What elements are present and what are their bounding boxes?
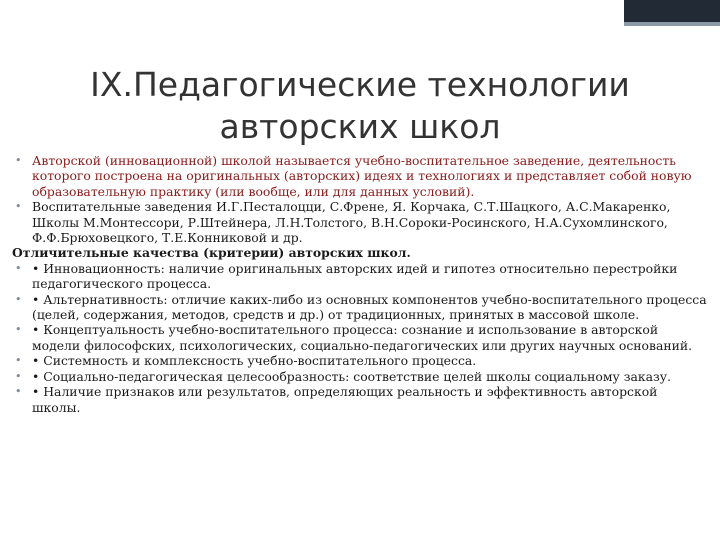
bullet-icon: • [15,200,22,214]
list-item [12,384,708,415]
slide-title [60,64,660,148]
item-text: • Альтернативность: отличие каких-либо из основных компонентов учебно-воспитательного процесса (целей, содержания, методов, средств и др.) от традиционных, принятых в массовой школе. [32,291,707,323]
list-item [12,153,708,199]
title-line-1: IX.Педагогические технологии [90,65,630,104]
item-text: Воспитательные заведения И.Г.Песталоцци, С.Френе, Я. Корчака, С.Т.Шацкого, А.С.Макаренко, Школы М.Монтессори, Р.Штейнера, Л.Н.Толстого, В.Н.Сороки-Росинского, Н.А.Сухомлинского, Ф.Ф.Брюховецкого, Т.Е.Конниковой и др. [32,199,671,246]
item-text: Авторской (инновационной) школой называется учебно-воспитательное заведение, деятельность которого построена на оригинальных (авторских) идеях и технологиях и представляет собой новую образовательную практику (или вообще, или для данных условий). [32,153,692,199]
list-item [12,199,708,245]
list-item [12,322,708,353]
list-item [12,292,708,323]
corner-accent-light [624,22,720,26]
heading-text: Отличительные качества (критерии) авторских школ. [12,245,411,261]
bullet-icon: • [15,261,22,275]
top-bar [0,0,720,24]
list-item [12,261,708,292]
bullet-icon: • [15,354,22,368]
bullet-icon: • [15,369,22,383]
list-item [12,369,708,384]
criteria-heading [12,245,708,260]
bullet-icon: • [15,385,22,399]
item-text: • Инновационность: наличие оригинальных авторских идей и гипотез относительно перестройки педагогического процесса. [32,260,678,292]
title-line-2: авторских школ [219,107,501,146]
bullet-icon: • [15,323,22,337]
item-text: • Наличие признаков или результатов, определяющих реальность и эффективность авторской школы. [32,384,658,415]
bullet-icon: • [15,154,22,167]
item-text: • Концептуальность учебно-воспитательного процесса: сознание и использование в авторской модели философских, психологических, социально-педагогических или других научных оснований. [32,322,693,353]
item-text: • Социально-педагогическая целесообразность: соответствие целей школы социальному заказу. [32,368,672,384]
item-text: • Системность и комплексность учебно-воспитательного процесса. [32,353,477,369]
corner-accent-dark [624,0,720,22]
bullet-icon: • [15,292,22,306]
list-item [12,353,708,368]
slide-content [12,153,708,415]
